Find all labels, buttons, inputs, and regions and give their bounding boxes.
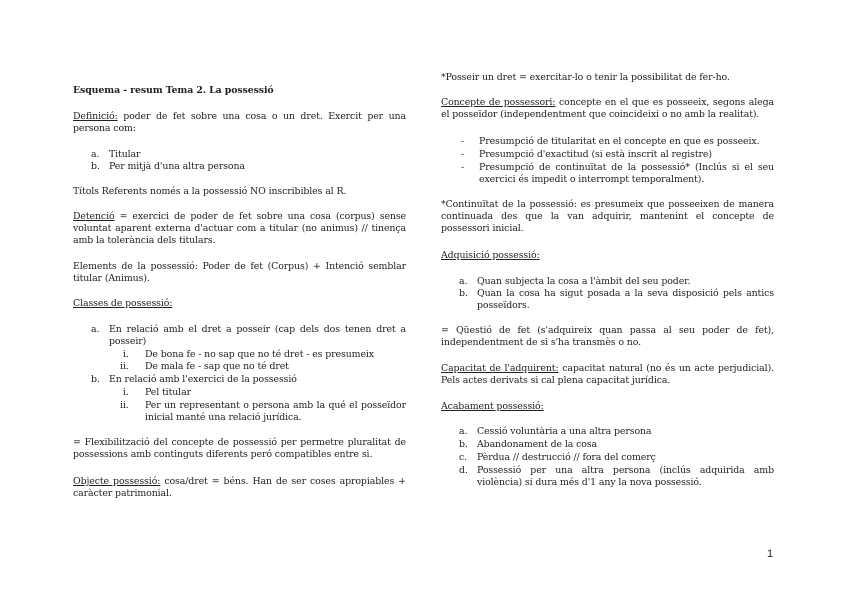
objecte-term: Objecte possessió: (73, 476, 161, 487)
list-item (73, 400, 406, 424)
document-title: Esquema - resum Tema 2. La possessió (73, 85, 274, 96)
list-marker: b. (91, 374, 100, 385)
list-item (73, 361, 406, 373)
list-marker: b. (91, 161, 100, 172)
list-item (73, 387, 406, 399)
list-item (441, 276, 774, 288)
list-marker: - (461, 136, 465, 147)
list-marker: - (461, 162, 465, 173)
list-text: Presumpció de continuïtat de la possessió* (Inclús si el seu exercici és impedit o interrompt temporalment). (479, 162, 774, 186)
classes-heading: Classes de possessió: (73, 298, 173, 309)
list-marker: i. (123, 387, 129, 398)
list-text: Quan subjecta la cosa a l'àmbit del seu poder. (477, 276, 691, 287)
definicio-term: Definició: (73, 111, 118, 122)
list-text: De bona fe - no sap que no té dret - es presumeix (145, 349, 374, 360)
elements-paragraph: Elements de la possessió: Poder de fet (Corpus) + Intenció semblar titular (Animus). (73, 261, 406, 285)
list-text: Quan la cosa ha sigut posada a la seva disposició pels antics posseïdors. (477, 288, 774, 312)
list-marker: b. (459, 439, 468, 450)
list-marker: a. (459, 276, 468, 287)
capacitat-term: Capacitat de l'adquirent: (441, 363, 559, 374)
questio-paragraph: = Qüestió de fet (s'adquireix quan passa al seu poder de fet), independentment de si s'ha transmès o no. (441, 325, 774, 349)
list-item (441, 136, 774, 148)
capacitat-paragraph (441, 363, 774, 387)
list-text: Presumpció d'exactitud (si està inscrit al registre) (479, 149, 712, 160)
list-item (73, 349, 406, 361)
list-text: Titular (109, 149, 141, 160)
list-item (73, 149, 406, 161)
detencio-paragraph (73, 211, 406, 248)
list-text: Per mitjà d'una altra persona (109, 161, 245, 172)
objecte-text: cosa/dret = béns. Han de ser coses apropiables + caràcter patrimonial. (73, 476, 406, 500)
flexibilitzacio-paragraph: = Flexibilització del concepte de possessió per permetre pluralitat de possessions amb continguts diferents peró compatibles entre si. (73, 437, 406, 461)
page-number: 1 (767, 548, 774, 560)
list-text: Pel titular (145, 387, 191, 398)
titols-paragraph: Títols Referents només a la possessió NO inscribibles al R. (73, 186, 347, 197)
list-item (73, 161, 406, 173)
list-item (441, 162, 774, 186)
list-marker: c. (459, 452, 468, 463)
list-marker: a. (459, 426, 468, 437)
continuitat-paragraph: *Continuïtat de la possessió: es presumeix que posseeixen de manera continuada des que la van adquirir, mantenint el concepte de possessori inicial. (441, 199, 774, 235)
list-marker: d. (459, 465, 468, 476)
list-text: En relació amb el dret a posseir (cap dels dos tenen dret a posseir) (109, 324, 406, 348)
list-marker: ii. (120, 361, 129, 372)
concepte-text: concepte en el que es posseeix, segons alega el posseïdor (independentment que coincideixi o no amb la realitat). (441, 97, 774, 121)
adquisicio-heading: Adquisició possessió: (441, 250, 540, 261)
detencio-term: Detenció (73, 211, 115, 222)
list-text: Pèrdua // destrucció // fora del comerç (477, 452, 656, 463)
concepte-term: Concepte de possessori: (441, 97, 556, 108)
list-item (73, 324, 406, 348)
list-marker: i. (123, 349, 129, 360)
list-text: Presumpció de titularitat en el concepte en que es posseeix. (479, 136, 760, 147)
list-marker: a. (91, 149, 100, 160)
list-marker: - (461, 149, 465, 160)
capacitat-text: capacitat natural (no és un acte perjudicial). Pels actes derivats si cal plena capacitat jurídica. (441, 363, 775, 387)
posseir-paragraph: *Posseir un dret = exercitar-lo o tenir la possibilitat de fer-ho. (441, 72, 730, 83)
definicio-paragraph (73, 111, 406, 135)
list-text: Per un representant o persona amb la qué el posseïdor inicial manté una relació jurídica. (145, 400, 406, 424)
list-item (441, 439, 774, 451)
list-marker: a. (91, 324, 100, 335)
list-text: En relació amb l'exercici de la possessió (109, 374, 297, 385)
detencio-text: = exercici de poder de fet sobre una cosa (corpus) sense voluntat aparent externa d'actuar com a titular (no animus) // tinença amb la tolerància dels titulars. (73, 211, 406, 247)
list-text: Abandonament de la cosa (477, 439, 597, 450)
concepte-paragraph (441, 97, 774, 121)
list-text: De mala fe - sap que no té dret (145, 361, 289, 372)
definicio-text: poder de fet sobre una cosa o un dret. Exercit per una persona com: (73, 111, 406, 135)
list-item (441, 452, 774, 464)
list-item (441, 149, 774, 161)
list-marker: b. (459, 288, 468, 299)
list-marker: ii. (120, 400, 129, 411)
list-text: Cessió voluntària a una altra persona (477, 426, 652, 437)
list-item (73, 374, 406, 386)
acabament-heading: Acabament possessió: (441, 401, 544, 412)
list-item (441, 426, 774, 438)
list-item (441, 465, 774, 489)
list-text: Possessió per una altra persona (inclús adquirida amb violència) si dura més d'1 any la nova possessió. (477, 465, 774, 489)
list-item (441, 288, 774, 312)
objecte-paragraph (73, 476, 406, 500)
